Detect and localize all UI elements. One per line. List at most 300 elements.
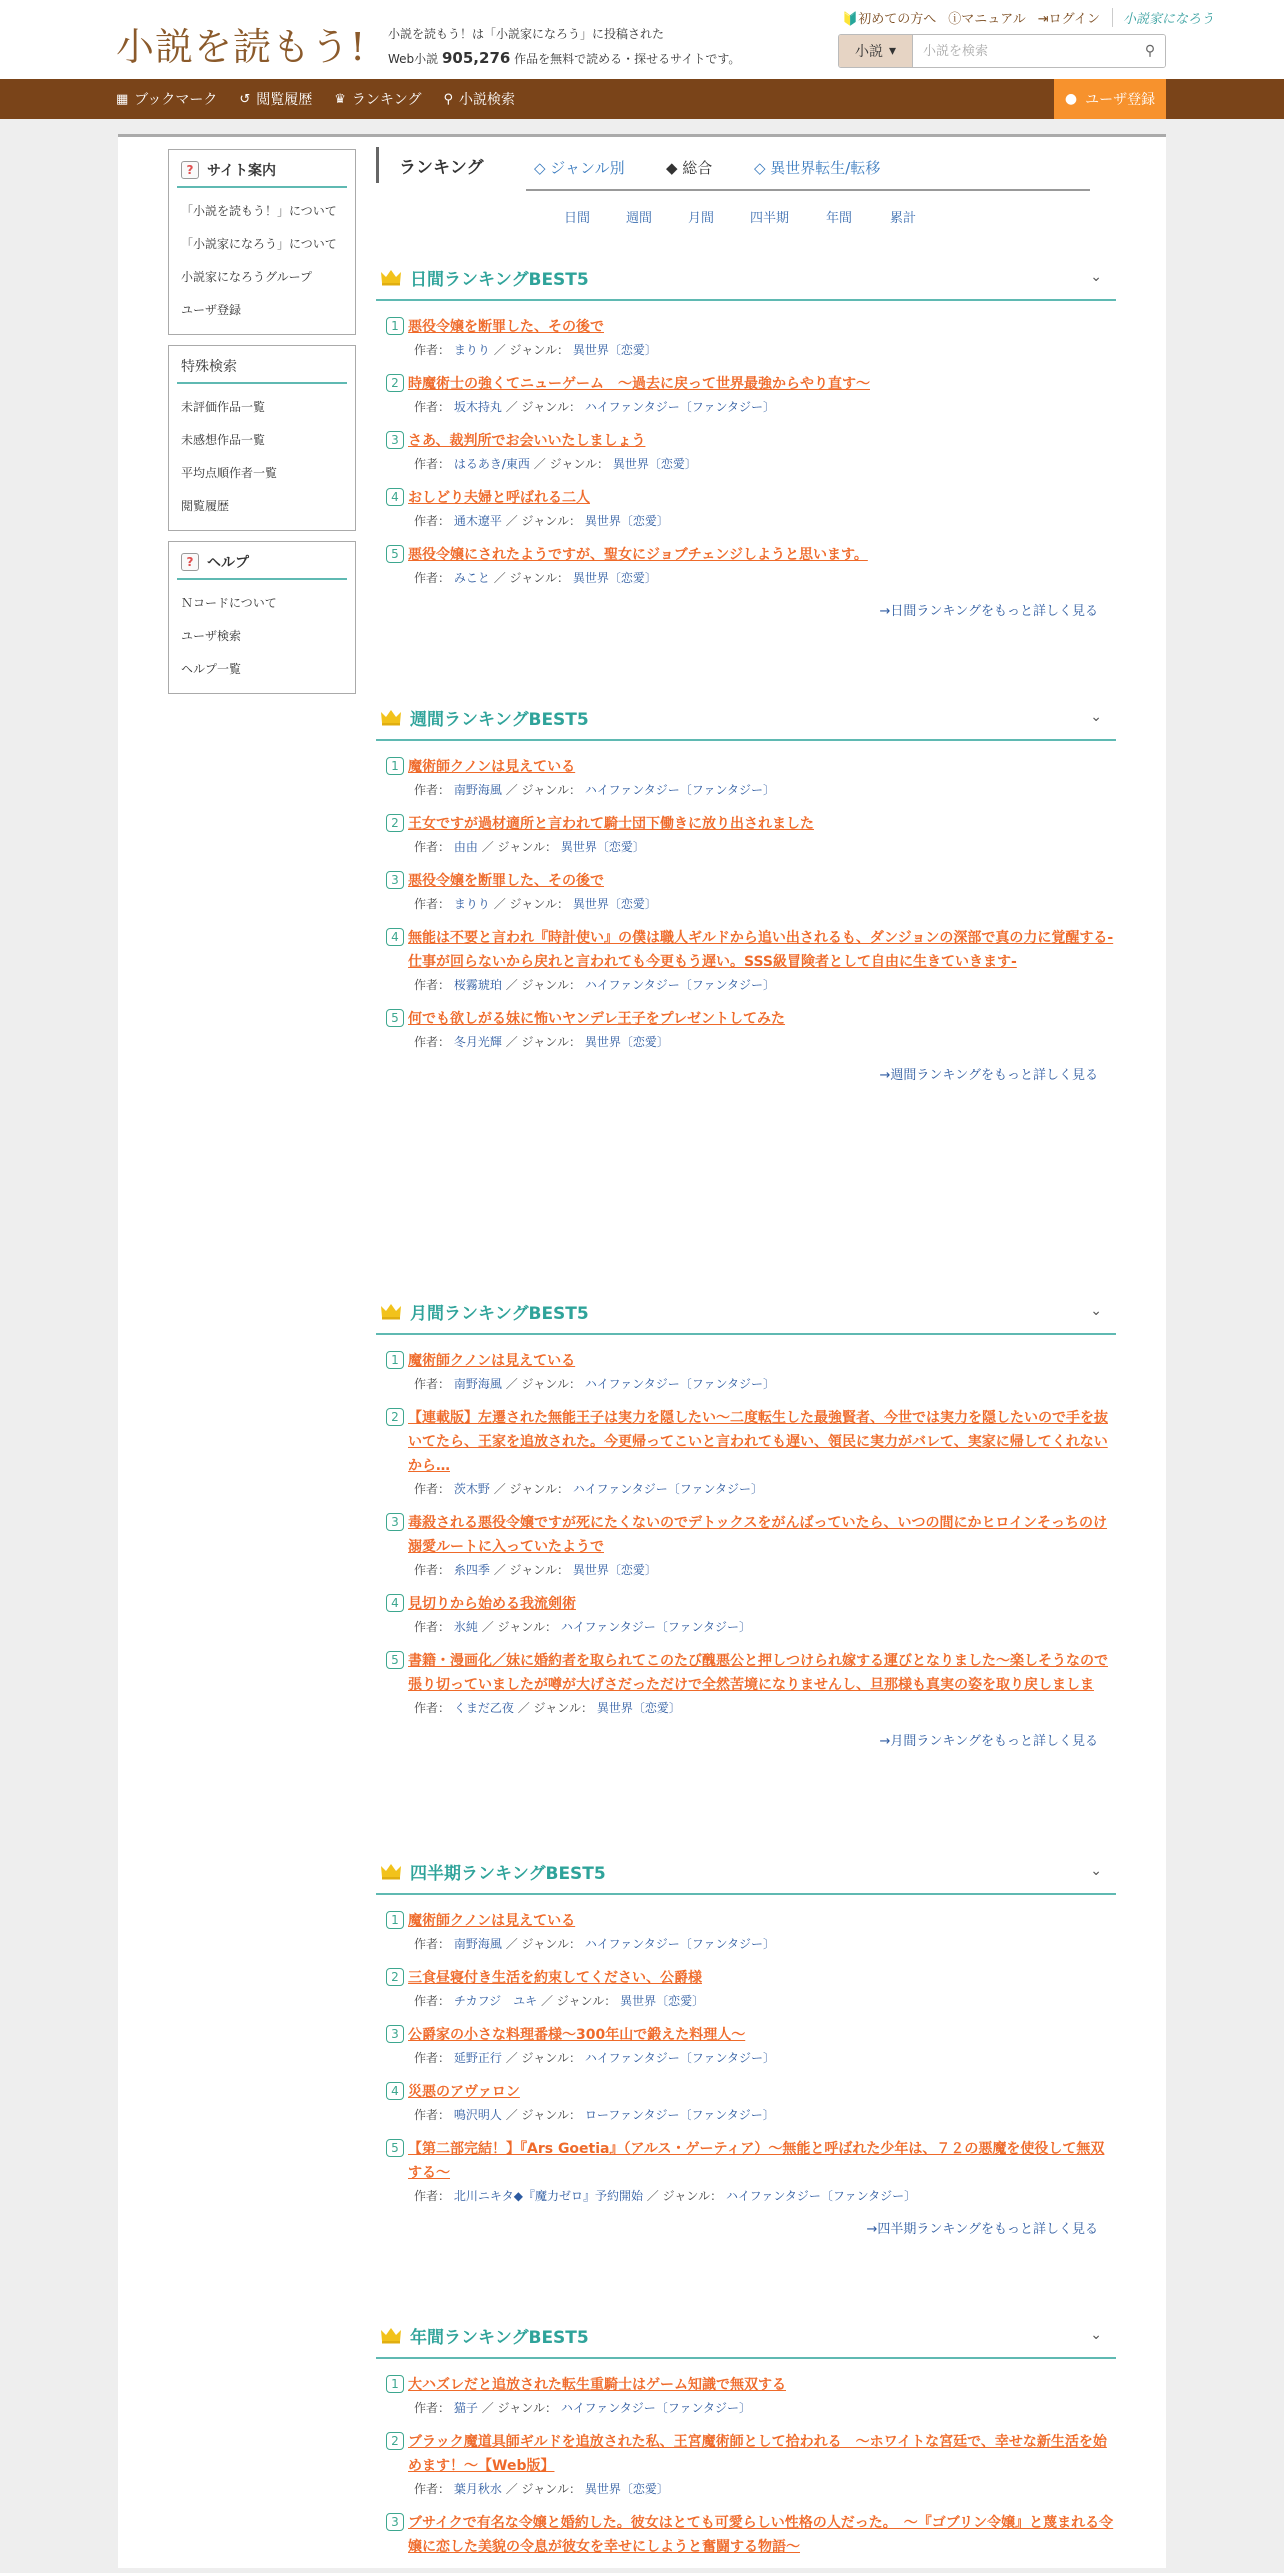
genre-link[interactable]: 異世界〔恋愛〕 [584, 1035, 669, 1049]
chevron-down-icon[interactable]: ⌄ [1090, 1303, 1102, 1319]
novel-meta [386, 2106, 1116, 2123]
novel-title-link[interactable]: 悪役令嬢を断罪した、その後で [408, 873, 604, 889]
sidebar-help [168, 541, 356, 694]
section-header[interactable] [376, 1849, 1116, 1895]
novel-meta [386, 2187, 1116, 2204]
search-box [838, 34, 1166, 68]
sidebar-link[interactable]: ユーザ検索 [181, 629, 242, 643]
sidebar-link[interactable]: Ｎコードについて [181, 596, 277, 610]
question-icon: ⓘ [948, 12, 962, 27]
author-link[interactable]: 南野海風 [453, 1377, 502, 1391]
novel-meta [386, 1033, 1116, 1050]
sidebar-title [177, 156, 347, 188]
author-label: 作者： [414, 571, 451, 585]
author-link[interactable]: 冬月光輝 [453, 1035, 502, 1049]
genre-link[interactable]: ハイファンタジー〔ファンタジー〕 [560, 2401, 752, 2415]
novel-meta [386, 2049, 1116, 2066]
rank-number: 2 [386, 1408, 404, 1426]
genre-link[interactable]: ハイファンタジー〔ファンタジー〕 [560, 1620, 752, 1634]
author-label: 作者： [414, 1035, 451, 1049]
genre-link[interactable]: 異世界〔恋愛〕 [620, 1994, 705, 2008]
sidebar-title-label: サイト案内 [207, 163, 277, 179]
rank-number: 3 [386, 1513, 404, 1531]
search-icon: ⚲ [1144, 43, 1156, 59]
author-label: 作者： [414, 1377, 451, 1391]
genre-link[interactable]: 異世界〔恋愛〕 [612, 457, 697, 471]
sidebar-link[interactable]: ヘルプ一覧 [181, 662, 242, 676]
author-link[interactable]: 氷純 [453, 1620, 478, 1634]
genre-label: ジャンル： [509, 343, 569, 357]
author-label: 作者： [414, 457, 451, 471]
meta-separator: ／ [505, 783, 518, 797]
genre-label: ジャンル： [521, 514, 581, 528]
meta-separator: ／ [505, 2051, 518, 2065]
rank-item [386, 1649, 1116, 1716]
rank-number: 5 [386, 545, 404, 563]
novel-title-link[interactable]: 大ハズレだと追放された転生重騎士はゲーム知識で無双する [408, 2377, 786, 2393]
novel-title-link[interactable]: 【第二部完結！】『Ars Goetia』（アルス・ゲーティア）～無能と呼ばれた少年は、７２の悪魔を使役して無双する～ [408, 2141, 1105, 2181]
meta-separator: ／ [493, 571, 506, 585]
ranking-section [376, 255, 1116, 619]
rank-item [386, 315, 1116, 358]
author-link[interactable]: まりり [453, 897, 490, 911]
user-icon: ● [1064, 91, 1078, 107]
genre-link[interactable]: ハイファンタジー〔ファンタジー〕 [584, 1937, 776, 1951]
meta-separator: ／ [533, 457, 546, 471]
page-container [118, 134, 1166, 2568]
novel-title-link[interactable]: 災悪のアヴァロン [408, 2084, 520, 2100]
genre-label: ジャンル： [509, 1482, 569, 1496]
novel-meta [386, 569, 1116, 586]
period-weekly[interactable]: 週間 [626, 211, 653, 226]
genre-label: ジャンル： [521, 978, 581, 992]
sidebar-title-label: ヘルプ [207, 555, 249, 571]
author-link[interactable]: チカフジ ユキ [453, 1994, 538, 2008]
author-label: 作者： [414, 1482, 451, 1496]
novel-title-link[interactable]: 公爵家の小さな料理番様～300年山で鍛えた料理人～ [408, 2027, 746, 2043]
more-ranking-link[interactable]: →月間ランキングをもっと詳しく見る [879, 1734, 1098, 1749]
rank-number: 2 [386, 374, 404, 392]
novel-title-link[interactable]: 王女ですが過材適所と言われて騎士団下働きに放り出されました [408, 816, 814, 832]
nav-bookmark-label: ブックマーク [134, 92, 218, 108]
sidebar-link[interactable]: 閲覧履歴 [181, 499, 230, 513]
author-link[interactable]: 由由 [453, 840, 478, 854]
author-label: 作者： [414, 2189, 451, 2203]
genre-link[interactable]: ローファンタジー〔ファンタジー〕 [584, 2108, 775, 2122]
rank-list [376, 1895, 1116, 2204]
author-link[interactable]: みこと [453, 571, 490, 585]
novel-meta [386, 1375, 1116, 1392]
tab-divider [526, 189, 1090, 191]
genre-label: ジャンル： [521, 2108, 581, 2122]
rank-number: 1 [386, 317, 404, 335]
crown-icon [380, 268, 402, 286]
novel-meta [386, 1992, 1116, 2009]
meta-separator: ／ [540, 1994, 553, 2008]
rank-item [386, 486, 1116, 529]
rank-item [386, 926, 1116, 993]
more-ranking-link[interactable]: →四半期ランキングをもっと詳しく見る [866, 2222, 1098, 2237]
tagline-line2 [388, 46, 740, 71]
sidebar-link[interactable]: 未感想作品一覧 [181, 433, 266, 447]
login-icon: ⇥ [1037, 12, 1049, 27]
beginner-label: 初めての方へ [858, 12, 937, 27]
crown-icon [380, 1862, 402, 1880]
genre-link[interactable]: ハイファンタジー〔ファンタジー〕 [725, 2189, 917, 2203]
genre-label: ジャンル： [556, 1994, 617, 2008]
sidebar-link[interactable]: 未評価作品一覧 [181, 400, 266, 414]
chevron-down-icon: ▾ [888, 43, 897, 59]
tagline-suffix: 作品を無料で読める・探せるサイトです。 [514, 52, 741, 66]
tab-isekai[interactable]: ◇ 異世界転生/転移 [754, 159, 881, 177]
meta-separator: ／ [493, 897, 506, 911]
period-yearly[interactable]: 年間 [826, 211, 853, 226]
ranking-section [376, 1849, 1116, 2237]
novel-meta [386, 895, 1116, 912]
site-tagline [388, 22, 740, 71]
ranking-tabs [376, 137, 1116, 197]
author-label: 作者： [414, 2482, 451, 2496]
novel-title-link[interactable]: ブラック魔道具師ギルドを追放された私、王宮魔術師として拾われる ～ホワイトな宮廷で、幸せな新生活を始めます！～【Web版】 [408, 2434, 1107, 2474]
author-link[interactable]: まりり [453, 343, 490, 357]
novel-meta [386, 512, 1116, 529]
author-label: 作者： [414, 897, 451, 911]
author-label: 作者： [414, 2401, 451, 2415]
genre-link[interactable]: 異世界〔恋愛〕 [572, 571, 657, 585]
crown-icon [380, 2326, 402, 2344]
rank-number: 1 [386, 2375, 404, 2393]
sidebar-link[interactable]: 小説家になろうグループ [181, 270, 313, 284]
rank-item [386, 812, 1116, 855]
sidebar-site-guide [168, 149, 356, 335]
rank-item [386, 1406, 1116, 1497]
meta-separator: ／ [505, 1937, 518, 1951]
main-nav [0, 79, 1284, 119]
meta-separator: ／ [505, 2108, 518, 2122]
rank-item [386, 2373, 1116, 2416]
rank-item [386, 1909, 1116, 1952]
more-ranking-link[interactable]: →日間ランキングをもっと詳しく見る [879, 604, 1098, 619]
rank-number: 2 [386, 1968, 404, 1986]
chevron-down-icon[interactable]: ⌄ [1090, 709, 1102, 725]
novel-title-link[interactable]: 魔術師クノンは見えている [408, 1353, 576, 1369]
search-input[interactable] [913, 35, 1135, 67]
top-links [842, 8, 1214, 27]
nav-search[interactable] [443, 89, 515, 109]
sidebar-link[interactable]: ユーザ登録 [181, 303, 242, 317]
genre-link[interactable]: ハイファンタジー〔ファンタジー〕 [584, 783, 776, 797]
novel-title-link[interactable]: 見切りから始める我流剣術 [408, 1596, 576, 1612]
author-link[interactable]: 通木遼平 [453, 514, 502, 528]
rank-item [386, 2137, 1116, 2204]
rank-number: 3 [386, 2025, 404, 2043]
chevron-down-icon[interactable]: ⌄ [1090, 1863, 1102, 1879]
section-header[interactable] [376, 2313, 1116, 2359]
novel-meta [386, 781, 1116, 798]
author-label: 作者： [414, 1563, 451, 1577]
page-title: ランキング [376, 147, 484, 183]
nav-ranking-label: ランキング [351, 92, 422, 108]
novel-title-link[interactable]: 何でも欲しがる妹に怖いヤンデレ王子をプレゼントしてみた [408, 1011, 786, 1027]
author-link[interactable]: 坂木持丸 [453, 400, 502, 414]
genre-link[interactable]: 異世界〔恋愛〕 [572, 1563, 657, 1577]
genre-label: ジャンル： [521, 2051, 581, 2065]
rank-number: 1 [386, 1351, 404, 1369]
top-header [0, 0, 1284, 79]
meta-separator: ／ [481, 1620, 494, 1634]
narou-link[interactable]: 小説家になろう [1112, 8, 1214, 27]
novel-meta [386, 1480, 1116, 1497]
nav-ranking[interactable] [334, 89, 421, 109]
author-label: 作者： [414, 2108, 451, 2122]
rank-number: 1 [386, 757, 404, 775]
novel-meta [386, 976, 1116, 993]
genre-label: ジャンル： [521, 1035, 581, 1049]
chevron-down-icon[interactable]: ⌄ [1090, 269, 1102, 285]
sidebar-special-search [168, 345, 356, 531]
author-link[interactable]: 茨木野 [453, 1482, 490, 1496]
genre-label: ジャンル： [521, 400, 581, 414]
genre-link[interactable]: 異世界〔恋愛〕 [572, 343, 657, 357]
author-label: 作者： [414, 1701, 451, 1715]
beginner-icon: 🔰 [842, 12, 859, 27]
genre-link[interactable]: ハイファンタジー〔ファンタジー〕 [584, 1377, 776, 1391]
novel-title-link[interactable]: 無能は不要と言われ『時計使い』の僕は職人ギルドから追い出されるも、ダンジョンの深部で真の力に覚醒する-仕事が回らないから戻れと言われても今更もう遅い。SSS級冒険者として自由に生きていきます- [408, 930, 1114, 970]
tab-total[interactable]: ◆ 総合 [666, 159, 713, 177]
rank-number: 2 [386, 2432, 404, 2450]
novel-title-link[interactable]: おしどり夫婦と呼ばれる二人 [408, 490, 590, 506]
novel-title-link[interactable]: 魔術師クノンは見えている [408, 759, 576, 775]
rank-item [386, 755, 1116, 798]
genre-link[interactable]: 異世界〔恋愛〕 [584, 2482, 669, 2496]
period-links [376, 197, 1116, 237]
search-button[interactable] [1135, 35, 1165, 67]
rank-number: 5 [386, 1651, 404, 1669]
rank-item [386, 2080, 1116, 2123]
section-header[interactable] [376, 255, 1116, 301]
sidebar-title [177, 548, 347, 580]
site-logo[interactable]: 小説を読もう! [116, 25, 367, 69]
rank-item [386, 372, 1116, 415]
genre-link[interactable]: 異世界〔恋愛〕 [596, 1701, 681, 1715]
author-link[interactable]: 南野海風 [453, 1937, 502, 1951]
author-label: 作者： [414, 1994, 451, 2008]
author-link[interactable]: 猫子 [453, 2401, 478, 2415]
period-quarterly[interactable]: 四半期 [750, 211, 790, 226]
genre-label: ジャンル： [533, 1701, 593, 1715]
rank-number: 4 [386, 2082, 404, 2100]
rank-item [386, 429, 1116, 472]
tab-genre[interactable]: ◇ ジャンル別 [534, 159, 625, 177]
period-daily[interactable]: 日間 [564, 211, 591, 226]
nav-bookmark[interactable] [116, 89, 217, 109]
novel-meta [386, 1935, 1116, 1952]
genre-label: ジャンル： [549, 457, 610, 471]
novel-meta [386, 1561, 1116, 1578]
genre-label: ジャンル： [521, 2482, 581, 2496]
rank-item [386, 2511, 1116, 2559]
more-ranking-link[interactable]: →週間ランキングをもっと詳しく見る [879, 1068, 1098, 1083]
sidebar-link[interactable]: 「小説家になろう」について [181, 237, 337, 251]
author-label: 作者： [414, 2051, 451, 2065]
meta-separator: ／ [505, 1035, 518, 1049]
meta-separator: ／ [493, 1563, 506, 1577]
author-label: 作者： [414, 1620, 451, 1634]
novel-meta [386, 2399, 1116, 2416]
rank-number: 3 [386, 431, 404, 449]
novel-meta [386, 838, 1116, 855]
author-link[interactable]: 糸四季 [453, 1563, 490, 1577]
question-icon: ? [181, 553, 199, 571]
manual-label: マニュアル [961, 12, 1026, 27]
genre-label: ジャンル： [662, 2189, 723, 2203]
novel-title-link[interactable]: 時魔術士の強くてニューゲーム ～過去に戻って世界最強からやり直す～ [408, 376, 870, 392]
genre-label: ジャンル： [497, 1620, 557, 1634]
rank-item [386, 1966, 1116, 2009]
search-icon: ⚲ [443, 91, 454, 107]
novel-title-link[interactable]: 書籍・漫画化／妹に婚約者を取られてこのたび醜悪公と押しつけられ嫁する運びとなりました～楽しそうなので張り切っていましたが噂が大げさだっただけで全然苦境になりませんし、旦那様も真実の姿を取り戻しましま [408, 1653, 1108, 1693]
register-button[interactable] [1054, 79, 1166, 119]
section-header[interactable] [376, 695, 1116, 741]
rank-number: 4 [386, 488, 404, 506]
ranking-section [376, 2313, 1116, 2573]
rank-item [386, 869, 1116, 912]
genre-link[interactable]: 異世界〔恋愛〕 [572, 897, 657, 911]
author-label: 作者： [414, 400, 451, 414]
rank-number: 3 [386, 871, 404, 889]
section-header[interactable] [376, 1289, 1116, 1335]
author-link[interactable]: 桜霧琥珀 [453, 978, 502, 992]
meta-separator: ／ [517, 1701, 530, 1715]
novel-title-link[interactable]: さあ、裁判所でお会いいたしましょう [408, 433, 646, 449]
novel-meta [386, 341, 1116, 358]
rank-number: 2 [386, 814, 404, 832]
genre-label: ジャンル： [509, 1563, 569, 1577]
section-title: 月間ランキングBEST5 [410, 1303, 589, 1324]
genre-link[interactable]: 異世界〔恋愛〕 [560, 840, 645, 854]
rank-item [386, 1349, 1116, 1392]
novel-title-link[interactable]: 【連載版】左遷された無能王子は実力を隠したい～二度転生した最強賢者、今世では実力を隠したいので手を抜いてたら、王家を追放された。今更帰ってこいと言われても遅い、領民に実力がバレて、実家に帰してくれないから… [408, 1410, 1108, 1474]
meta-separator: ／ [481, 2401, 494, 2415]
author-label: 作者： [414, 343, 451, 357]
search-type-value: 小説 [854, 44, 883, 60]
sidebar-link[interactable]: 平均点順作者一覧 [181, 466, 278, 480]
period-cumulative[interactable]: 累計 [890, 211, 917, 226]
login-label: ログイン [1048, 12, 1100, 27]
genre-link[interactable]: ハイファンタジー〔ファンタジー〕 [584, 978, 776, 992]
rank-list [376, 301, 1116, 586]
beginner-link[interactable] [842, 8, 936, 27]
history-icon: ↺ [239, 91, 251, 107]
rank-item [386, 1511, 1116, 1578]
genre-label: ジャンル： [521, 783, 581, 797]
question-icon: ? [181, 161, 199, 179]
bookmark-icon: ▦ [116, 91, 129, 107]
chevron-down-icon[interactable]: ⌄ [1090, 2327, 1102, 2343]
novel-title-link[interactable]: 三食昼寝付き生活を約束してください、公爵様 [408, 1970, 702, 1986]
meta-separator: ／ [505, 1377, 518, 1391]
crown-icon [380, 1302, 402, 1320]
novel-meta [386, 2480, 1116, 2497]
rank-item [386, 2023, 1116, 2066]
meta-separator: ／ [505, 400, 518, 414]
meta-separator: ／ [493, 343, 506, 357]
section-title: 日間ランキングBEST5 [410, 269, 589, 290]
meta-separator: ／ [505, 2482, 518, 2496]
nav-search-label: 小説検索 [459, 92, 516, 108]
rank-item [386, 2430, 1116, 2497]
ranking-section [376, 1289, 1116, 1749]
author-label: 作者： [414, 783, 451, 797]
author-link[interactable]: 葉月秋水 [453, 2482, 502, 2496]
novel-meta [386, 1618, 1116, 1635]
genre-link[interactable]: ハイファンタジー〔ファンタジー〕 [572, 1482, 764, 1496]
author-label: 作者： [414, 978, 451, 992]
genre-label: ジャンル： [497, 840, 557, 854]
main-content [376, 137, 1116, 2555]
rank-number: 1 [386, 1911, 404, 1929]
tagline-line1: 小説を読もう！は「小説家になろう」に投稿された [388, 27, 665, 41]
genre-link[interactable]: ハイファンタジー〔ファンタジー〕 [584, 400, 776, 414]
novel-title-link[interactable]: 毒殺される悪役令嬢ですが死にたくないのでデトックスをがんばっていたら、いつの間にかヒロインそっちのけ溺愛ルートに入っていたようで [408, 1515, 1108, 1555]
search-type-select[interactable] [839, 35, 913, 67]
author-link[interactable]: 南野海風 [453, 783, 502, 797]
genre-link[interactable]: ハイファンタジー〔ファンタジー〕 [584, 2051, 776, 2065]
novel-meta [386, 398, 1116, 415]
author-link[interactable]: 鳴沢明人 [453, 2108, 502, 2122]
meta-separator: ／ [493, 1482, 506, 1496]
author-link[interactable]: くまだ乙夜 [453, 1701, 514, 1715]
rank-item [386, 1592, 1116, 1635]
author-link[interactable]: はるあき/東西 [453, 457, 530, 471]
nav-history[interactable] [239, 89, 312, 109]
meta-separator: ／ [505, 978, 518, 992]
author-label: 作者： [414, 514, 451, 528]
rank-list [376, 741, 1116, 1050]
rank-list [376, 2359, 1116, 2559]
ranking-section [376, 695, 1116, 1083]
genre-label: ジャンル： [521, 1377, 581, 1391]
author-label: 作者： [414, 1937, 451, 1951]
author-link[interactable]: 延野正行 [453, 2051, 502, 2065]
genre-label: ジャンル： [509, 897, 569, 911]
sidebar-link[interactable]: 「小説を読もう！」について [181, 204, 337, 218]
genre-link[interactable]: 異世界〔恋愛〕 [584, 514, 669, 528]
sidebar [168, 149, 356, 704]
novel-title-link[interactable]: 悪役令嬢を断罪した、その後で [408, 319, 604, 335]
crown-icon [380, 708, 402, 726]
novel-title-link[interactable]: 魔術師クノンは見えている [408, 1913, 576, 1929]
login-link[interactable] [1038, 8, 1100, 27]
meta-separator: ／ [481, 840, 494, 854]
rank-number: 5 [386, 1009, 404, 1027]
rank-number: 5 [386, 2139, 404, 2157]
genre-label: ジャンル： [497, 2401, 557, 2415]
rank-number: 4 [386, 1594, 404, 1612]
meta-separator: ／ [646, 2189, 659, 2203]
sidebar-title: 特殊検索 [177, 352, 347, 384]
novel-title-link[interactable]: ブサイクで有名な令嬢と婚約した。彼女はとても可愛らしい性格の人だった。 ～『ゴブリン令嬢』と蔑まれる令嬢に恋した美貌の令息が彼女を幸せにしようと奮闘する物語～ [408, 2515, 1114, 2555]
manual-link[interactable] [948, 8, 1026, 27]
meta-separator: ／ [505, 514, 518, 528]
register-label: ユーザ登録 [1085, 92, 1156, 108]
section-title: 四半期ランキングBEST5 [410, 1863, 606, 1884]
author-link[interactable]: 北川ニキタ◆『魔力ゼロ』予約開始 [453, 2189, 643, 2203]
section-title: 週間ランキングBEST5 [410, 709, 589, 730]
work-count: 905,276 [442, 49, 511, 67]
period-monthly[interactable]: 月間 [688, 211, 715, 226]
novel-title-link[interactable]: 悪役令嬢にされたようですが、聖女にジョブチェンジしようと思います。 [408, 547, 868, 563]
